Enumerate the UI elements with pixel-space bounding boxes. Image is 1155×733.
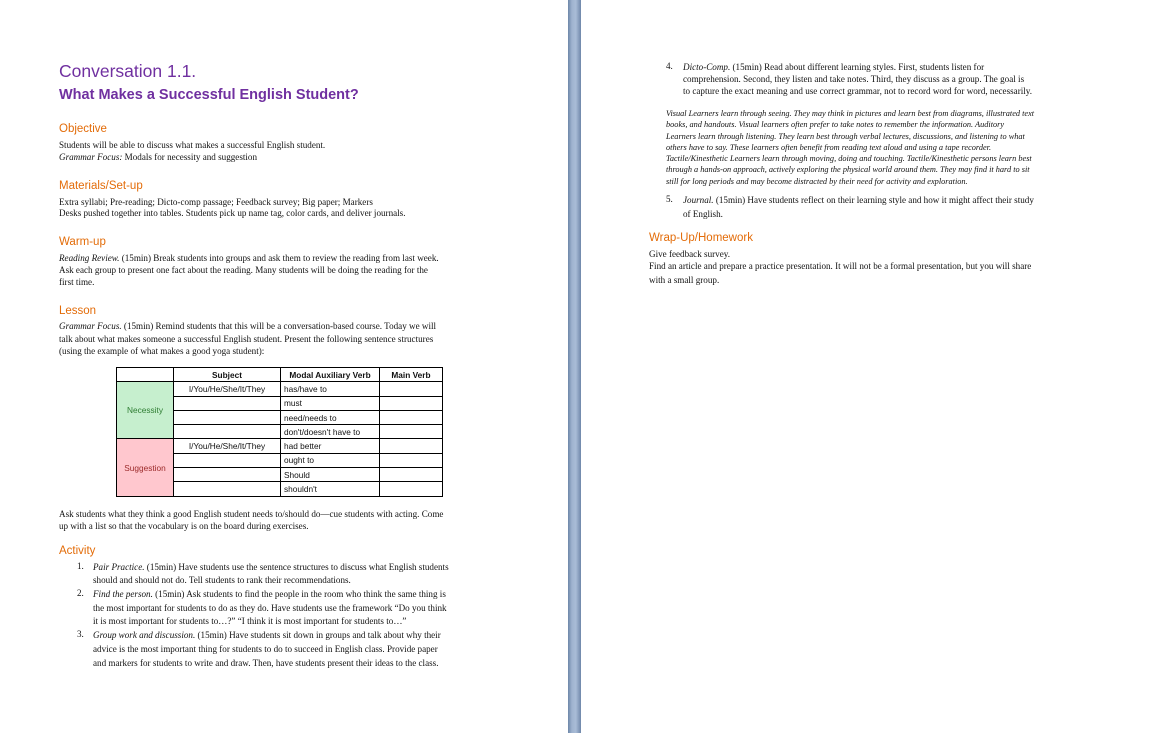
- modal-cell: must: [281, 396, 380, 410]
- list-item: Group work and discussion. (15min) Have students sit down in groups and talk about why their: [93, 630, 441, 640]
- list-item: Find the person. (15min) Ask students to find the people in the room who think the same thing is: [93, 589, 446, 599]
- setup-line: Desks pushed together into tables. Students pick up name tag, color cards, and deliver journals.: [59, 208, 406, 218]
- passage-line: Learners learn through listening. They learn best through verbal lectures, discussions, and listening to what: [666, 131, 1025, 141]
- warmup-heading: Warm-up: [59, 236, 106, 248]
- table-header-row: [117, 368, 443, 382]
- activity-label: Pair Practice.: [93, 562, 145, 572]
- objective-grammar-line: [59, 151, 257, 163]
- list-item: Dicto-Comp. (15min) Read about different learning styles. First, students listen for: [683, 62, 985, 72]
- modal-cell: had better: [281, 439, 380, 453]
- grammar-focus-text: Modals for necessity and suggestion: [122, 152, 258, 162]
- wrapup-line: with a small group.: [649, 275, 720, 285]
- table-row: [117, 439, 443, 453]
- lesson-line: Grammar Focus. (15min) Remind students that this will be a conversation-based course. Today we will: [59, 321, 437, 331]
- subject-cell: [174, 396, 281, 410]
- main-verb-cell: [380, 382, 443, 396]
- modal-cell: has/have to: [281, 382, 380, 396]
- modal-cell: ought to: [281, 453, 380, 467]
- necessity-cell: Necessity: [117, 382, 174, 439]
- table-header: Main Verb: [380, 368, 443, 382]
- subject-cell: [174, 425, 281, 439]
- page-gutter: [568, 0, 581, 733]
- wrapup-line: Give feedback survey.: [649, 249, 730, 259]
- main-verb-cell: [380, 425, 443, 439]
- list-number: 5.: [666, 194, 673, 204]
- subject-cell: [174, 453, 281, 467]
- dicto-comp-label: Dicto-Comp.: [683, 62, 731, 72]
- passage-line: Visual Learners learn through seeing. They may think in pictures and learn best from diagrams, illustrated text: [666, 109, 1035, 118]
- list-item-line: the most important for students to do as they do. Have students use the framework “Do you think: [93, 603, 447, 613]
- main-verb-cell: [380, 453, 443, 467]
- left-page: [0, 0, 568, 733]
- list-item-line: to capture the exact meaning and use correct grammar, not to record word for word, necessarily.: [683, 86, 1033, 96]
- activity-label: Group work and discussion.: [93, 630, 196, 640]
- passage-line: Tactile/Kinesthetic Learners learn through moving, doing and touching. Tactile/Kinesthetic persons learn best: [666, 154, 1032, 164]
- journal-label: Journal.: [683, 195, 714, 205]
- materials-line: Extra syllabi; Pre-reading; Dicto-comp passage; Feedback survey; Big paper; Markers: [59, 197, 373, 207]
- warmup-line: Ask each group to present one fact about the reading. Many students will be doing the reading for the: [59, 265, 428, 275]
- activity-heading: Activity: [59, 545, 96, 557]
- list-item-line: comprehension. Second, they listen and take notes. Third, they discuss as a group. The goal is: [683, 74, 1025, 84]
- passage-line: through a hands-on approach, actively exploring the physical world around them. They may find it hard to sit: [666, 165, 1030, 175]
- page-subtitle: What Makes a Successful English Student?: [59, 87, 359, 103]
- objective-line: Students will be able to discuss what makes a successful English student.: [59, 140, 326, 150]
- table-row: [117, 382, 443, 396]
- lesson-line: talk about what makes someone a successful English student. Present the following sentence structures: [59, 334, 434, 344]
- list-item-line: of English.: [683, 209, 723, 219]
- after-table-line: up with a list so that the vocabulary is on the board during exercises.: [59, 521, 309, 531]
- main-verb-cell: [380, 410, 443, 424]
- grammar-focus-label: Grammar Focus:: [59, 152, 123, 162]
- list-number: 3.: [77, 629, 84, 639]
- subject-cell: [174, 482, 281, 496]
- passage-line: others have to say. These learners often benefit from reading text aloud and using a tape recorder.: [666, 142, 992, 152]
- main-verb-cell: [380, 482, 443, 496]
- lesson-heading: Lesson: [59, 305, 97, 317]
- table-header: Subject: [174, 368, 281, 382]
- lesson-grammar-label: Grammar Focus.: [59, 321, 122, 331]
- modal-cell: Should: [281, 468, 380, 482]
- list-number: 2.: [77, 588, 84, 598]
- main-verb-cell: [380, 396, 443, 410]
- activity-label: Find the person.: [93, 589, 153, 599]
- list-item-line: advice is the most important thing for students to do to succeed in English class. Provide paper: [93, 644, 438, 654]
- lesson-line: (using the example of what makes a good yoga student):: [59, 346, 265, 356]
- main-verb-cell: [380, 439, 443, 453]
- warmup-line: first time.: [59, 277, 95, 287]
- objective-heading: Objective: [59, 123, 107, 135]
- subject-cell: I/You/He/She/It/They: [174, 439, 281, 453]
- page-title: Conversation 1.1.: [59, 61, 197, 81]
- after-table-line: Ask students what they think a good English student needs to/should do—cue students with acting. Come: [59, 509, 444, 519]
- list-item: Pair Practice. (15min) Have students use the sentence structures to discuss what English students: [93, 562, 449, 572]
- table-header: Modal Auxiliary Verb: [281, 368, 380, 382]
- modal-verbs-table: [116, 367, 443, 497]
- list-item-line: should and should not do. Tell students to rank their recommendations.: [93, 575, 351, 585]
- suggestion-cell: Suggestion: [117, 439, 174, 496]
- table-header: [117, 368, 174, 382]
- modal-cell: shouldn't: [281, 482, 380, 496]
- list-item: Journal. (15min) Have students reflect on their learning style and how it might affect their study: [683, 195, 1034, 205]
- subject-cell: I/You/He/She/It/They: [174, 382, 281, 396]
- list-number: 1.: [77, 561, 84, 571]
- modal-cell: don't/doesn't have to: [281, 425, 380, 439]
- list-number: 4.: [666, 61, 673, 71]
- learning-styles-passage: [666, 108, 1034, 187]
- subject-cell: [174, 468, 281, 482]
- wrapup-heading: Wrap-Up/Homework: [649, 232, 753, 244]
- materials-heading: Materials/Set-up: [59, 180, 143, 192]
- list-item-line: it is most important for students to…?” “I think it is most important for students to…”: [93, 616, 407, 626]
- warmup-line: Reading Review. (15min) Break students into groups and ask them to review the reading from last week.: [59, 253, 439, 263]
- passage-line: still for long periods and may become distracted by their need for activity and exploration.: [666, 176, 968, 186]
- subject-cell: [174, 410, 281, 424]
- main-verb-cell: [380, 468, 443, 482]
- reading-review-label: Reading Review.: [59, 253, 120, 263]
- list-item-line: and markers for students to write and draw. Then, have students present their ideas to the class.: [93, 658, 439, 668]
- passage-line: books, and handouts. Visual learners often prefer to take notes to remember the information. Auditory: [666, 120, 1005, 130]
- modal-cell: need/needs to: [281, 410, 380, 424]
- wrapup-line: Find an article and prepare a practice presentation. It will not be a formal presentation, but you will share: [649, 261, 1032, 271]
